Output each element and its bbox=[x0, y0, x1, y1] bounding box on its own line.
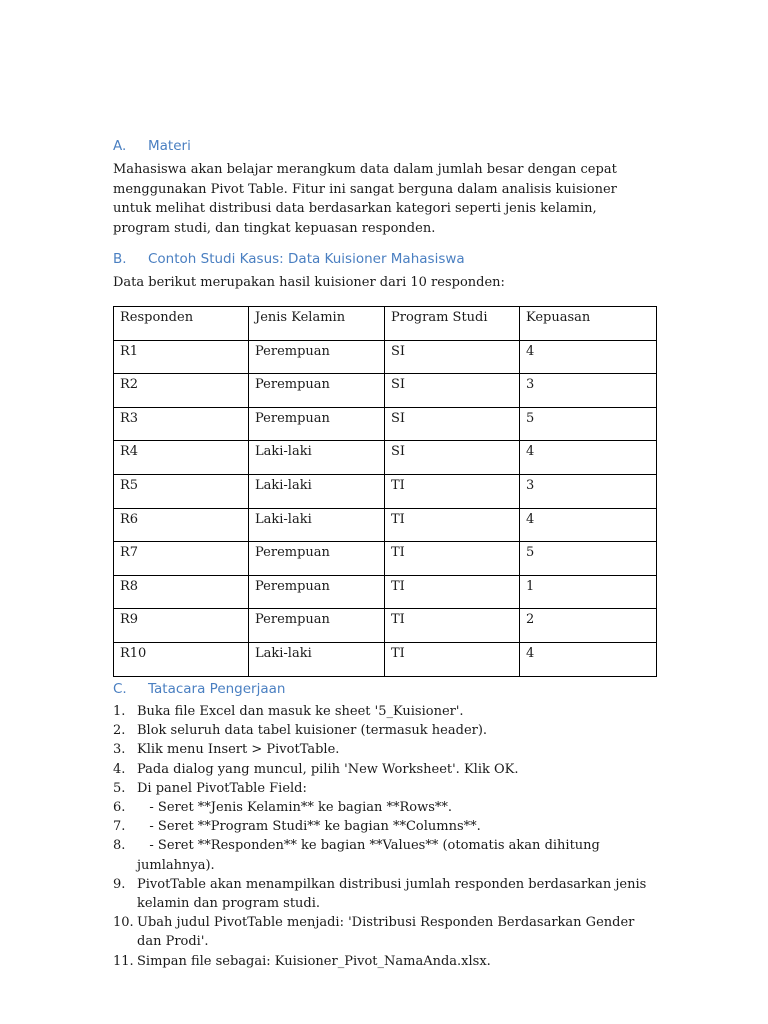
step-number: 4. bbox=[113, 761, 126, 777]
table-row bbox=[114, 374, 657, 408]
kuisioner-table bbox=[113, 306, 657, 677]
cell-responden: R2 bbox=[114, 374, 249, 408]
cell-responden: R10 bbox=[114, 642, 249, 676]
cell-jenis-kelamin: Laki-laki bbox=[249, 508, 385, 542]
cell-kepuasan: 3 bbox=[520, 474, 657, 508]
section-a-title: Materi bbox=[148, 138, 191, 154]
list-item bbox=[113, 952, 658, 971]
cell-responden: R4 bbox=[114, 441, 249, 475]
table-header-row bbox=[114, 307, 657, 341]
cell-program-studi: TI bbox=[385, 474, 520, 508]
cell-jenis-kelamin: Perempuan bbox=[249, 340, 385, 374]
cell-jenis-kelamin: Laki-laki bbox=[249, 642, 385, 676]
section-b-intro: Data berikut merupakan hasil kuisioner dari 10 responden: bbox=[113, 275, 505, 290]
step-text: - Seret **Program Studi** ke bagian **Columns**. bbox=[137, 819, 481, 835]
column-header-program-studi: Program Studi bbox=[385, 307, 520, 341]
cell-responden: R3 bbox=[114, 407, 249, 441]
cell-responden: R8 bbox=[114, 575, 249, 609]
cell-program-studi: TI bbox=[385, 642, 520, 676]
cell-program-studi: SI bbox=[385, 340, 520, 374]
section-a-number: A. bbox=[113, 138, 127, 154]
step-number: 8. bbox=[113, 838, 126, 854]
step-number: 1. bbox=[113, 704, 126, 719]
table-row bbox=[114, 575, 657, 609]
list-item bbox=[113, 779, 658, 798]
cell-responden: R1 bbox=[114, 340, 249, 374]
list-item bbox=[113, 875, 658, 913]
section-c-title: Tatacara Pengerjaan bbox=[148, 681, 286, 697]
cell-responden: R5 bbox=[114, 474, 249, 508]
step-number: 5. bbox=[113, 780, 126, 796]
step-text: - Seret **Jenis Kelamin** ke bagian **Rows**. bbox=[137, 800, 453, 816]
step-number: 6. bbox=[113, 800, 126, 816]
list-item bbox=[113, 721, 658, 740]
section-a-heading bbox=[113, 138, 191, 154]
section-b-heading bbox=[113, 251, 465, 267]
step-text: Klik menu Insert > PivotTable. bbox=[137, 742, 340, 758]
column-header-kepuasan: Kepuasan bbox=[520, 307, 657, 341]
step-text: PivotTable akan menampilkan distribusi jumlah responden berdasarkan jenis kelamin dan program studi. bbox=[137, 876, 651, 912]
table-row bbox=[114, 474, 657, 508]
column-header-jenis-kelamin: Jenis Kelamin bbox=[249, 307, 385, 341]
list-item bbox=[113, 913, 658, 951]
list-item bbox=[113, 817, 658, 836]
cell-program-studi: SI bbox=[385, 441, 520, 475]
list-item bbox=[113, 836, 658, 874]
cell-kepuasan: 4 bbox=[520, 508, 657, 542]
step-number: 11. bbox=[113, 953, 134, 969]
section-b-number: B. bbox=[113, 251, 127, 267]
cell-program-studi: TI bbox=[385, 575, 520, 609]
cell-responden: R9 bbox=[114, 609, 249, 643]
cell-kepuasan: 2 bbox=[520, 609, 657, 643]
cell-program-studi: TI bbox=[385, 508, 520, 542]
step-text: Ubah judul PivotTable menjadi: 'Distribusi Responden Berdasarkan Gender dan Prodi'. bbox=[137, 915, 639, 950]
step-text: Pada dialog yang muncul, pilih 'New Worksheet'. Klik OK. bbox=[137, 761, 519, 777]
table-row bbox=[114, 642, 657, 676]
cell-responden: R7 bbox=[114, 542, 249, 576]
step-text: Di panel PivotTable Field: bbox=[137, 780, 307, 796]
steps-list bbox=[113, 702, 658, 971]
cell-kepuasan: 3 bbox=[520, 374, 657, 408]
step-text: Blok seluruh data tabel kuisioner (termasuk header). bbox=[137, 723, 488, 739]
step-text: Simpan file sebagai: Kuisioner_Pivot_NamaAnda.xlsx. bbox=[137, 953, 491, 969]
cell-jenis-kelamin: Perempuan bbox=[249, 374, 385, 408]
cell-kepuasan: 5 bbox=[520, 542, 657, 576]
step-text: - Seret **Responden** ke bagian **Values** (otomatis akan dihitung jumlahnya). bbox=[137, 838, 605, 873]
step-number: 2. bbox=[113, 723, 126, 739]
step-number: 10. bbox=[113, 915, 134, 931]
step-number: 9. bbox=[113, 876, 126, 892]
cell-program-studi: SI bbox=[385, 374, 520, 408]
section-b-title: Contoh Studi Kasus: Data Kuisioner Mahasiswa bbox=[148, 251, 465, 267]
section-c-heading bbox=[113, 681, 285, 697]
cell-program-studi: TI bbox=[385, 609, 520, 643]
cell-kepuasan: 4 bbox=[520, 642, 657, 676]
cell-program-studi: TI bbox=[385, 542, 520, 576]
cell-jenis-kelamin: Laki-laki bbox=[249, 441, 385, 475]
cell-jenis-kelamin: Perempuan bbox=[249, 575, 385, 609]
cell-jenis-kelamin: Perempuan bbox=[249, 542, 385, 576]
list-item bbox=[113, 760, 658, 779]
cell-jenis-kelamin: Perempuan bbox=[249, 609, 385, 643]
list-item bbox=[113, 740, 658, 759]
step-number: 7. bbox=[113, 819, 126, 835]
cell-kepuasan: 5 bbox=[520, 407, 657, 441]
cell-kepuasan: 4 bbox=[520, 441, 657, 475]
table-row bbox=[114, 508, 657, 542]
cell-program-studi: SI bbox=[385, 407, 520, 441]
list-item bbox=[113, 798, 658, 817]
cell-jenis-kelamin: Laki-laki bbox=[249, 474, 385, 508]
cell-responden: R6 bbox=[114, 508, 249, 542]
cell-kepuasan: 4 bbox=[520, 340, 657, 374]
cell-kepuasan: 1 bbox=[520, 575, 657, 609]
section-a-paragraph: Mahasiswa akan belajar merangkum data dalam jumlah besar dengan cepat menggunakan Pivot Table. Fitur ini sangat berguna dalam analisis kuisioner untuk melihat distribusi data berdasarkan kategori seperti jenis kelamin, program studi, dan tingkat kepuasan responden. bbox=[113, 162, 617, 236]
table-row bbox=[114, 441, 657, 475]
table-row bbox=[114, 340, 657, 374]
table-row bbox=[114, 542, 657, 576]
step-text: Buka file Excel dan masuk ke sheet '5_Kuisioner'. bbox=[137, 704, 464, 719]
list-item bbox=[113, 702, 658, 721]
column-header-responden: Responden bbox=[114, 307, 249, 341]
section-c-number: C. bbox=[113, 681, 127, 697]
table-row bbox=[114, 609, 657, 643]
cell-jenis-kelamin: Perempuan bbox=[249, 407, 385, 441]
table-row bbox=[114, 407, 657, 441]
step-number: 3. bbox=[113, 742, 126, 758]
